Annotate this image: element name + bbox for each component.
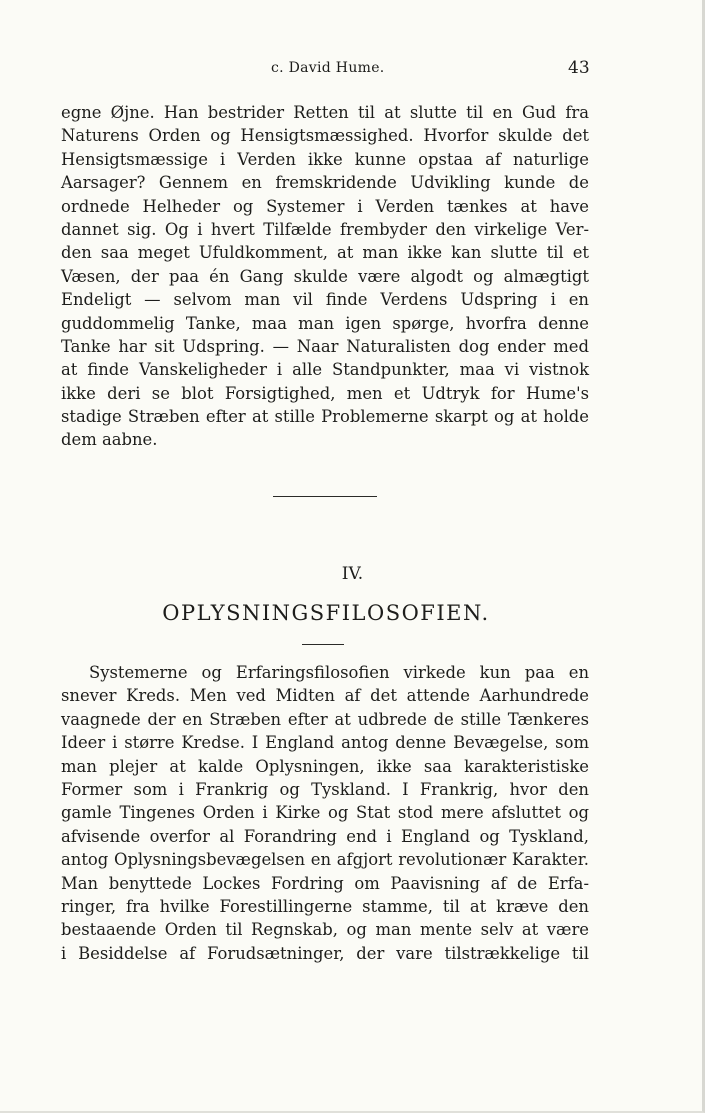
text-line: Aarsager? Gennem en fremskridende Udvikling kunde de [61,173,589,193]
text-line: Former som i Frankrig og Tyskland. I Frankrig, hvor den [61,779,589,799]
running-title: c. David Hume. [271,60,385,76]
text-line: Man benyttede Lockes Fordring om Paavisning af de Erfa- [61,873,589,893]
text-line: Tanke har sit Udspring. — Naar Naturalisten dog ender med [61,336,589,356]
text-line: vaagnede der en Stræben efter at udbrede de stille Tænkeres [61,709,589,729]
running-header [0,58,705,82]
text-line: Naturens Orden og Hensigtsmæssighed. Hvorfor skulde det [61,126,589,146]
text-line: bestaaende Orden til Regnskab, og man mente selv at være [61,920,589,940]
paragraph-section-intro [61,661,589,965]
text-line: Hensigtsmæssige i Verden ikke kunne opstaa af naturlige [61,149,589,169]
text-line: Endeligt — selvom man vil finde Verdens Udspring i en [61,290,589,310]
section-numeral: IV. [341,564,364,584]
text-line: afvisende overfor al Forandring end i England og Tyskland, [61,826,589,846]
text-line: ordnede Helheder og Systemer i Verden tænkes at have [61,196,589,216]
text-line: Væsen, der paa én Gang skulde være algodt og almægtigt [61,266,589,286]
text-line: man plejer at kalde Oplysningen, ikke saa karakteristiske [61,756,589,776]
text-line: antog Oplysningsbevægelsen en afgjort revolutionær Karakter. [61,850,589,870]
text-line: Systemerne og Erfaringsfilosofien virkede kun paa en [89,663,589,682]
text-line: ringer, fra hvilke Forestillingerne stamme, til at kræve den [61,896,589,916]
section-divider [273,496,377,497]
paragraph-continued [61,101,589,452]
text-line: den saa meget Ufuldkomment, at man ikke kan slutte til et [61,243,589,263]
title-underline-rule [302,644,344,645]
text-line: gamle Tingenes Orden i Kirke og Stat stod mere afsluttet og [61,803,589,823]
text-line: dannet sig. Og i hvert Tilfælde frembyder den virkelige Ver- [61,219,589,239]
page-number: 43 [568,58,590,78]
text-line: snever Kreds. Men ved Midten af det attende Aarhundrede [61,686,589,706]
text-line: stadige Stræben efter at stille Problemerne skarpt og at holde [61,407,589,427]
section-title: OPLYSNINGSFILOSOFIEN. [162,601,490,625]
text-line: ikke deri se blot Forsigtighed, men et Udtryk for Hume's [61,383,589,403]
text-line: i Besiddelse af Forudsætninger, der vare tilstrækkelige til [61,943,589,963]
text-line: Ideer i større Kredse. I England antog denne Bevægelse, som [61,733,589,753]
text-line: guddommelig Tanke, maa man igen spørge, hvorfra denne [61,313,589,333]
text-line: dem aabne. [61,430,158,450]
text-line: at finde Vanskeligheder i alle Standpunkter, maa vi vistnok [61,360,589,380]
text-line: egne Øjne. Han bestrider Retten til at slutte til en Gud fra [61,103,589,122]
